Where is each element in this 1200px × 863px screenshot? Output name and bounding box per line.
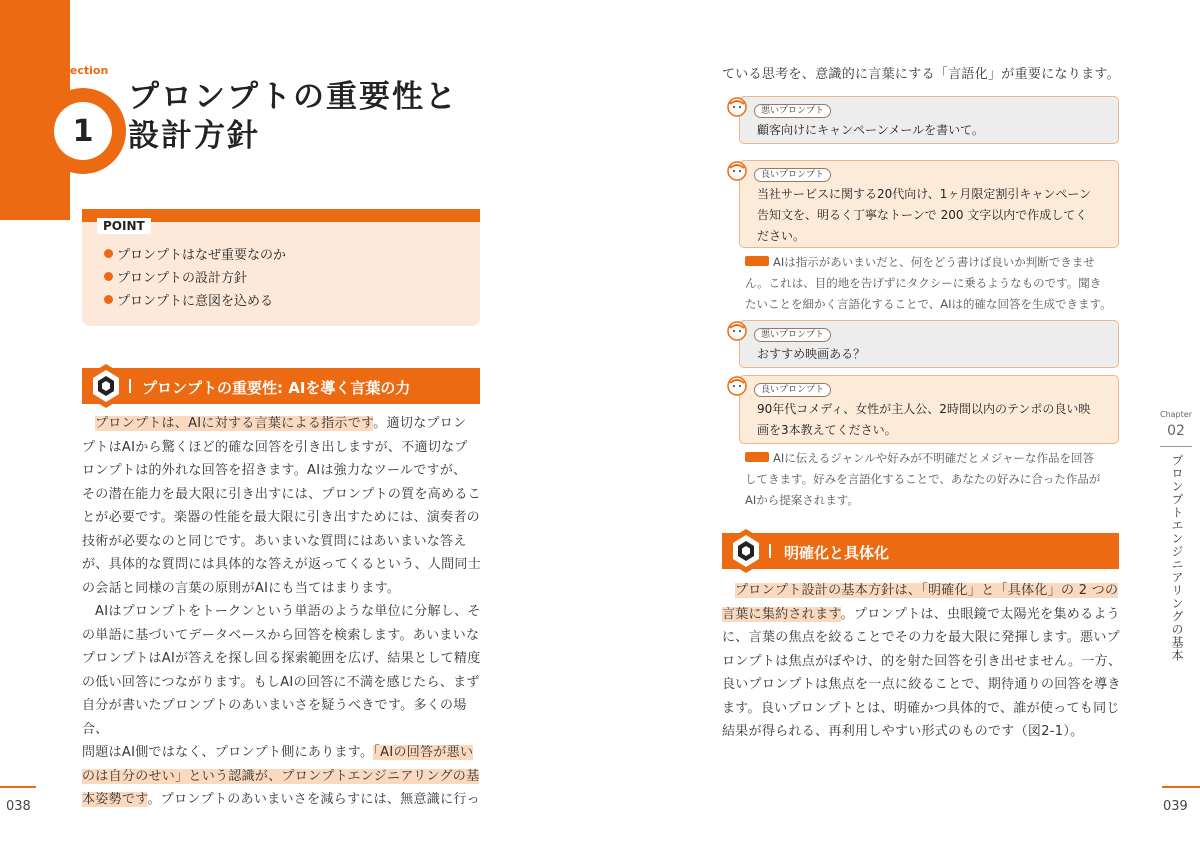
section-label: Section — [62, 64, 109, 77]
section-number: 1 — [54, 102, 112, 160]
person-avatar-icon — [727, 97, 747, 117]
highlighted-text: 本姿勢です — [82, 792, 148, 807]
bullet-icon — [104, 295, 113, 304]
chapter-title: プロンプトエンジニアリングの基本 — [1170, 454, 1184, 662]
text-line: AIはプロンプトをトークンという単語のような単位に分解し、そ — [95, 604, 481, 619]
text-line: 言葉に集約されます。プロンプトは、虫眼鏡で太陽光を集めるよう — [722, 606, 1120, 622]
text-line: プロンプトは、AIに対する言葉による指示です。適切なプロン — [95, 416, 467, 431]
text-line: プロンプトはAIが答えを探し回る探索範囲を広げ、結果として精度 — [82, 651, 481, 666]
highlighted-text: 言葉に集約されます — [722, 606, 841, 622]
page-number-left: 038 — [6, 799, 31, 814]
footer-line — [0, 786, 36, 788]
text-line: の低い回答につながります。もしAIの回答に不満を感じたら、まず — [82, 674, 480, 690]
section-title — [128, 78, 458, 156]
section-heading — [722, 533, 1119, 569]
text-line: が、具体的な質問には具体的な答えが返ってくるという、人間同士 — [82, 557, 482, 572]
bad-prompt-tag: 悪いプロンプト — [754, 328, 831, 342]
text-line: の単語に基づいてデータベースから回答を検索します。あいまいな — [82, 627, 480, 643]
point-item: プロンプトの設計方針 — [104, 267, 247, 286]
point-item: プロンプトはなぜ重要なのか — [104, 244, 286, 263]
bad-prompt-text: 顧客向けにキャンペーンメールを書いて。 — [757, 123, 984, 137]
text-line: プトはAIから驚くほど的確な回答を引き出しますが、不適切なプ — [82, 439, 468, 455]
highlighted-text: のは自分のせい」という認識が、プロンプトエンジニアリングの基 — [82, 768, 480, 784]
bad-prompt-text: おすすめ映画ある？ — [757, 347, 866, 361]
text-line — [722, 579, 1122, 603]
point-label: POINT — [97, 218, 151, 234]
highlighted-text: 「AIの回答が悪い — [373, 745, 474, 760]
heading-text: プロンプトの重要性: AIを導く言葉の力 — [142, 379, 411, 397]
chapter-label: Chapter — [1160, 410, 1192, 419]
bad-prompt-tag: 悪いプロンプト — [754, 104, 831, 118]
person-avatar-icon — [727, 321, 747, 341]
heading-text: 明確化と具体化 — [784, 544, 890, 562]
hexagon-logo-icon — [728, 529, 764, 573]
section-title-line2: 設計方針 — [128, 117, 260, 154]
chapter-number: 02 — [1167, 423, 1185, 439]
person-avatar-icon — [727, 376, 747, 396]
text-line: 結果が得られる、再利用しやすい形式のものです（図2-1）。 — [722, 724, 1084, 739]
text-line: その潜在能力を最大限に引き出すには、プロンプトの質を高めるこ — [82, 486, 482, 502]
text-line: の会話と同様の言葉の原則がAIにも当てはまります。 — [82, 580, 401, 596]
highlighted-text: プロンプト設計の基本方針は、「明確化」と「具体化」の 2 つの — [735, 583, 1119, 598]
text-line: 良いプロンプトは焦点を一点に絞ることで、期待通りの回答を導き — [722, 677, 1121, 692]
text-line: ロンプトは的外れな回答を招きます。AIは強力なツールですが、 — [82, 463, 467, 478]
text-line: とが必要です。楽器の性能を最大限に引き出すためには、演奏者の — [82, 510, 480, 525]
text-line: 自分が書いたプロンプトのあいまいさを疑うべきです。多くの場合、 — [82, 698, 467, 737]
body-text-right — [722, 579, 1122, 744]
text-line — [82, 765, 482, 789]
text-line: に、言葉の焦点を絞ることでその力を最大限に発揮します。悪いプ — [722, 630, 1120, 645]
text-line: 問題はAI側ではなく、プロンプト側にあります。「AIの回答が悪い — [82, 745, 474, 760]
section-heading — [82, 368, 480, 404]
text-line: 技術が必要なのと同じです。あいまいな質問にはあいまいな答え — [82, 533, 467, 549]
speech-bubble-icon — [745, 452, 769, 462]
section-title-line1: プロンプトの重要性と — [128, 79, 458, 115]
good-prompt-tag: 良いプロンプト — [754, 383, 831, 397]
page-number-right: 039 — [1163, 799, 1188, 814]
hexagon-logo-icon — [88, 364, 124, 408]
good-prompt-tag: 良いプロンプト — [754, 168, 831, 182]
point-item: プロンプトに意図を込める — [104, 290, 273, 309]
footer-line — [1162, 786, 1200, 788]
explanation-note: AIに伝えるジャンルや好みが不明確だとメジャーな作品を回答 してきます。好みを言語化することで、あなたの好みに合った作品が AIから提案されます。 — [745, 451, 1101, 507]
person-avatar-icon — [727, 161, 747, 181]
bullet-icon — [104, 272, 113, 281]
good-prompt-text: 当社サービスに関する20代向け、1ヶ月限定割引キャンペーン 告知文を、明るく丁寧なトーンで 200 文字以内で作成してく ださい。 — [757, 187, 1092, 243]
text-line: ロンプトは焦点がぼやけ、的を射た回答を引き出せません。一方、 — [722, 653, 1122, 669]
body-text-intro: ている思考を、意識的に言葉にする「言語化」が重要になります。 — [722, 67, 1120, 82]
explanation-note: AIは指示があいまいだと、何をどう書けば良いか判断できませ ん。これは、目的地を告げずにタクシーに乗るようなものです。聞き たいことを細かく言語化することで、AIは的確な回答を生成できます。 — [745, 255, 1112, 311]
body-text-left — [82, 412, 482, 812]
chapter-divider — [1160, 446, 1192, 447]
good-prompt-text: 90年代コメディ、女性が主人公、2時間以内のテンポの良い映 画を3本教えてください。 — [757, 402, 1091, 437]
speech-bubble-icon — [745, 256, 769, 266]
bullet-icon — [104, 249, 113, 258]
text-line: ます。良いプロンプトとは、明確かつ具体的で、誰が使っても同じ — [722, 700, 1120, 716]
highlighted-text: プロンプトは、AIに対する言葉による指示です — [95, 416, 374, 431]
text-line: 本姿勢です。プロンプトのあいまいさを減らすには、無意識に行っ — [82, 792, 480, 807]
